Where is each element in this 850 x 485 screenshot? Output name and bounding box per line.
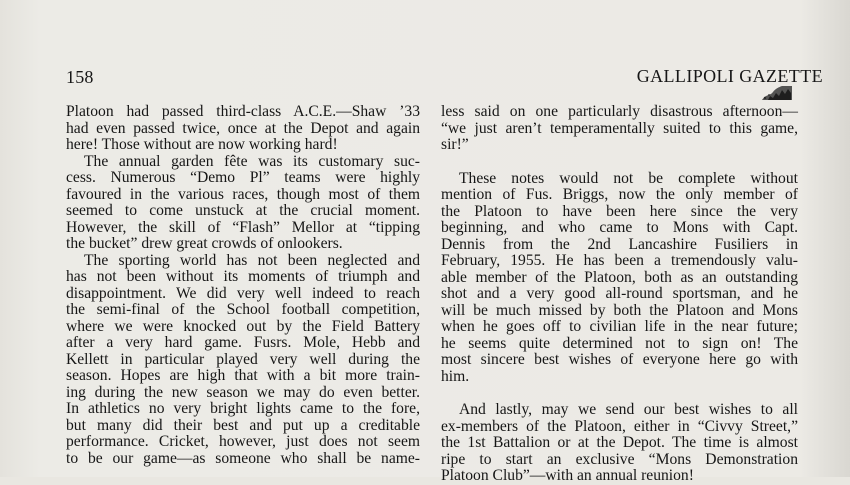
text-line: the 1st Battalion or at the Depot. The time is almost	[441, 434, 798, 451]
text-line: Platoon Club”—with an annual reunion!	[441, 467, 694, 484]
text-line: The sporting world has not been neglected and	[84, 251, 420, 269]
paragraph	[441, 104, 798, 154]
right-column	[441, 104, 798, 485]
text-line: ing during the new season we may do even better.	[66, 383, 420, 401]
text-line: mention of Fus. Briggs, now the only member of	[441, 186, 798, 203]
text-line: cess. Numerous “Demo Pl” teams were highly	[66, 169, 420, 186]
text-line: February, 1955. He has been a tremendously valu-	[441, 252, 798, 269]
text-line: when he goes off to civilian life in the near future;	[441, 318, 798, 335]
text-line: The annual garden fête was its customary suc-	[84, 152, 420, 170]
text-line: has not been without its moments of triumph and	[66, 268, 420, 285]
text-line: And lastly, may we send our best wishes to all	[459, 401, 798, 418]
text-line: but many did their best and put up a creditable	[66, 416, 420, 434]
paragraph	[441, 171, 798, 386]
paragraph	[441, 402, 798, 485]
text-line: Kellett in particular played very well during the	[66, 350, 420, 368]
text-line: disappointment. We did very well indeed to reach	[66, 284, 420, 302]
text-line: most sincere best wishes of everyone here go with	[441, 351, 798, 368]
text-line: less said on one particularly disastrous afternoon—	[441, 103, 798, 120]
text-line: “we just aren’t temperamentally suited to this game,	[441, 119, 798, 137]
text-line: had even passed twice, once at the Depot and again	[66, 119, 420, 137]
text-line: Dennis from the 2nd Lancashire Fusiliers in	[441, 235, 798, 253]
text-line: favoured in the various races, though most of them	[66, 185, 420, 203]
paragraph-gap	[441, 154, 798, 171]
text-line: him.	[441, 367, 470, 385]
text-line: where we were knocked out by the Field Battery	[66, 317, 420, 335]
left-column	[66, 104, 420, 467]
text-line: the semi-final of the School football competition,	[66, 301, 420, 318]
text-line: performance. Cricket, however, just does not seem	[66, 433, 420, 450]
text-line: to be our game—as someone who shall be name-	[66, 449, 420, 467]
text-line: However, the skill of “Flash” Mellor at “tipping	[66, 218, 420, 236]
text-line: seemed to come unstuck at the crucial moment.	[66, 202, 420, 219]
text-line: beginning, and who came to Mons with Capt.	[441, 219, 798, 236]
text-line: he seems quite determined not to sign on! The	[441, 334, 798, 352]
text-line: here! Those without are now working hard!	[66, 136, 338, 153]
text-line: able member of the Platoon, both as an outstanding	[441, 268, 798, 286]
text-line: will be much missed by both the Platoon and Mons	[441, 301, 798, 319]
text-line: the bucket” drew great crowds of onlookers.	[66, 235, 343, 252]
page-number: 158	[66, 67, 94, 87]
text-line: the Platoon to have been here since the very	[441, 202, 798, 220]
decorative-vignette-icon	[760, 84, 794, 102]
text-line: after a very hard game. Fusrs. Mole, Hebb and	[66, 334, 420, 351]
running-head: GALLIPOLI GAZETTE	[636, 66, 823, 86]
text-line: Platoon had passed third-class A.C.E.—Shaw ’33	[66, 103, 420, 120]
text-line: season. Hopes are high that with a bit more train-	[66, 367, 420, 384]
text-line: ripe to start an exclusive “Mons Demonstration	[441, 450, 798, 468]
text-line: sir!”	[441, 136, 469, 153]
text-line: ex-members of the Platoon, either in “Civvy Street,”	[441, 417, 798, 435]
paragraph-gap	[441, 385, 798, 402]
text-line: shot and a very good all-round sportsman, and he	[441, 285, 798, 302]
text-line: These notes would not be complete without	[459, 169, 798, 187]
text-line: In athletics no very bright lights came to the fore,	[66, 400, 420, 417]
